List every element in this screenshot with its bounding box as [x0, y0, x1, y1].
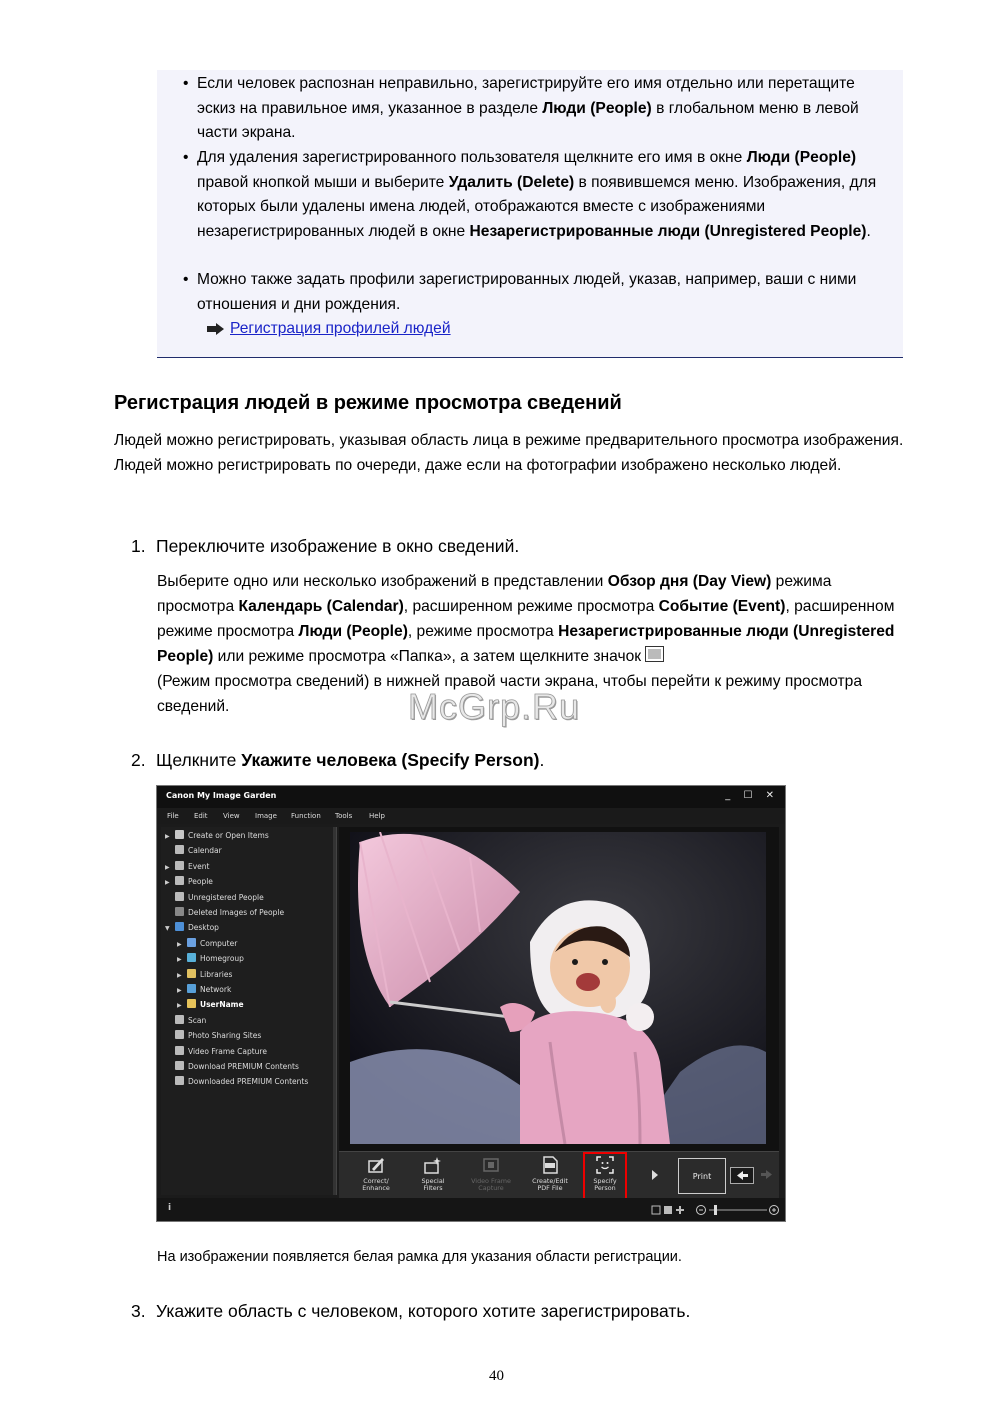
view-mode-icons[interactable] — [651, 1204, 691, 1216]
correct-enhance-icon — [366, 1155, 386, 1175]
folder-icon — [187, 999, 196, 1008]
menu-file[interactable]: File — [167, 812, 179, 820]
watermark: McGrp.Ru — [408, 686, 581, 727]
expand-arrow-icon[interactable]: ▶ — [177, 1002, 182, 1010]
page-number: 40 — [489, 1368, 504, 1384]
tree-item-label: Deleted Images of People — [188, 908, 285, 917]
tree-item[interactable] — [177, 984, 231, 996]
note-box — [157, 70, 903, 358]
folder-icon — [175, 892, 184, 901]
correct-enhance-button[interactable]: Correct/ Enhance — [351, 1155, 401, 1192]
menu-view[interactable]: View — [223, 812, 240, 820]
folder-icon — [175, 922, 184, 931]
special-filters-button[interactable]: Special Filters — [408, 1155, 458, 1192]
step-2-title: 2. Щелкните Укажите человека (Specify Person). — [131, 750, 545, 770]
tree-item[interactable] — [165, 845, 222, 857]
preview-photo — [350, 832, 766, 1144]
folder-icon — [187, 938, 196, 947]
tree-item[interactable] — [165, 1015, 206, 1027]
tree-item[interactable] — [165, 1030, 261, 1042]
tree-item[interactable] — [165, 876, 213, 888]
arrow-right-icon — [756, 1167, 778, 1182]
global-menu-tree — [161, 827, 337, 1195]
image-caption: На изображении появляется белая рамка для указания области регистрации. — [157, 1249, 682, 1265]
tree-item-label: Scan — [188, 1015, 207, 1025]
folder-icon — [175, 830, 184, 839]
tree-item[interactable] — [165, 1046, 267, 1058]
tree-item-label: Create or Open Items — [188, 831, 269, 840]
tree-item[interactable] — [165, 1061, 299, 1073]
expand-arrow-icon[interactable]: ▶ — [177, 940, 182, 948]
expand-arrow-icon[interactable]: ▶ — [177, 987, 182, 994]
tree-item-label: Computer — [200, 938, 238, 948]
pdf-file-icon — [540, 1155, 560, 1175]
tree-item[interactable] — [177, 999, 244, 1011]
tree-item-label: Event — [188, 861, 210, 871]
tree-item[interactable] — [165, 892, 264, 904]
next-image-button[interactable] — [756, 1167, 780, 1184]
menu-tools[interactable]: Tools — [335, 812, 353, 820]
tree-item-label: Photo Sharing Sites — [188, 1031, 262, 1041]
menu-function[interactable]: Function — [291, 812, 321, 820]
tree-item-label: People — [188, 877, 213, 887]
video-frame-capture-button[interactable]: Video Frame Capture — [466, 1155, 516, 1192]
sidebar-scrollbar[interactable] — [333, 827, 336, 1195]
tree-item-label: Calendar — [188, 846, 222, 856]
arrow-right-icon — [207, 323, 225, 335]
app-title: Canon My Image Garden — [166, 791, 277, 800]
folder-icon — [175, 1061, 184, 1070]
zoom-slider[interactable] — [695, 1203, 781, 1217]
folder-icon — [175, 876, 184, 885]
folder-icon — [187, 953, 196, 962]
arrow-left-icon — [731, 1168, 753, 1183]
previous-image-button[interactable] — [730, 1167, 754, 1184]
folder-icon — [175, 1046, 184, 1055]
tree-item[interactable] — [165, 830, 269, 842]
profile-link-line — [207, 317, 451, 341]
tree-item-label: Homegroup — [200, 954, 244, 964]
tree-item-label: Desktop — [188, 923, 219, 933]
menu-image[interactable]: Image — [255, 812, 277, 820]
folder-icon — [187, 984, 196, 993]
tree-item-label: Libraries — [200, 969, 233, 979]
tree-item-label: UserName — [200, 1000, 244, 1010]
preview-area — [339, 827, 779, 1151]
menu-help[interactable]: Help — [369, 812, 385, 820]
section-heading: Регистрация людей в режиме просмотра сведений — [114, 392, 622, 414]
note-bullet-3: • Можно также задать профили зарегистрированных людей, указав, например, ваши с ними отношения и дни рождения. — [183, 271, 857, 313]
folder-icon — [175, 845, 184, 854]
status-bar — [157, 1198, 785, 1222]
folder-icon — [175, 907, 184, 916]
expand-arrow-icon[interactable]: ▶ — [165, 879, 170, 887]
tree-item[interactable] — [165, 907, 284, 919]
tree-item-label: Downloaded PREMIUM Contents — [188, 1077, 309, 1087]
folder-icon — [175, 1030, 184, 1039]
app-menubar — [157, 810, 785, 824]
step-1-body: Выберите одно или несколько изображений в представлении Обзор дня (Day View) режима просмотра Календарь (Calendar), расширенном режиме просмотра Событие (Event), расширенном режиме просмотра Люди (People), режиме просмотра Незарегистрированные люди (Unregistered People) или режиме просмотра «Папка», а затем щелкните значок (Режим просмотра сведений) в нижней правой части экрана, чтобы перейти к режиму просмотра сведений. — [157, 573, 895, 715]
folder-icon — [187, 969, 196, 978]
tree-item[interactable] — [165, 861, 210, 873]
chevron-right-icon[interactable] — [651, 1170, 659, 1180]
note-bullet-2: • Для удаления зарегистрированного пользователя щелкните его имя в окне Люди (People) правой кнопкой мыши и выберите Удалить (Delete) в появившемся меню. Изображения, для которых были удалены имена людей, отображаются вместе с изображениями незарегистрированных людей в окне Незарегистрированные люди (Unregistered People). — [183, 149, 877, 240]
specify-person-button[interactable]: Specify Person — [580, 1155, 630, 1192]
window-controls[interactable]: _ ☐ ✕ — [725, 790, 779, 801]
expand-arrow-icon[interactable]: ▼ — [165, 925, 170, 933]
tree-item-label: Unregistered People — [188, 892, 264, 902]
tree-item-label: Download PREMIUM Contents — [188, 1062, 299, 1071]
step-1-title: 1. Переключите изображение в окно сведений. — [131, 536, 520, 556]
info-icon[interactable]: i — [168, 1203, 172, 1213]
step-3-title: 3. Укажите область с человеком, которого хотите зарегистрировать. — [131, 1301, 691, 1321]
print-button[interactable]: Print — [678, 1158, 726, 1194]
app-screenshot — [156, 785, 786, 1222]
tree-item-label: Network — [200, 985, 232, 994]
app-titlebar — [157, 786, 785, 808]
folder-icon — [175, 1015, 184, 1024]
expand-arrow-icon[interactable]: ▶ — [165, 833, 170, 840]
profile-registration-link[interactable]: Регистрация профилей людей — [230, 320, 451, 337]
special-filters-icon — [423, 1155, 443, 1175]
specify-person-highlight — [583, 1152, 627, 1200]
expand-arrow-icon[interactable]: ▶ — [165, 863, 170, 871]
expand-arrow-icon[interactable]: ▶ — [177, 956, 182, 964]
create-edit-pdf-button[interactable]: Create/Edit PDF File — [525, 1155, 575, 1192]
note-bullet-1: • Если человек распознан неправильно, зарегистрируйте его имя отдельно или перетащите эскиз на правильное имя, указанное в разделе Люди (People) в глобальном меню в левой части экрана. — [183, 75, 859, 142]
detail-view-icon — [645, 646, 664, 662]
folder-icon — [175, 861, 184, 870]
video-frame-capture-icon — [481, 1155, 501, 1175]
menu-edit[interactable]: Edit — [194, 812, 208, 820]
tree-item[interactable] — [165, 922, 219, 934]
tree-item[interactable] — [177, 953, 244, 965]
tree-item[interactable] — [165, 1076, 308, 1088]
section-intro: Людей можно регистрировать, указывая область лица в режиме предварительного просмотра изображения. Людей можно регистрировать по очереди, даже если на фотографии изображено несколько людей. — [114, 432, 904, 474]
tree-item[interactable] — [177, 969, 232, 981]
tree-item[interactable] — [177, 938, 237, 950]
expand-arrow-icon[interactable]: ▶ — [177, 971, 182, 979]
folder-icon — [175, 1076, 184, 1085]
tree-item-label: Video Frame Capture — [188, 1046, 267, 1056]
detail-toolbar — [339, 1151, 779, 1199]
